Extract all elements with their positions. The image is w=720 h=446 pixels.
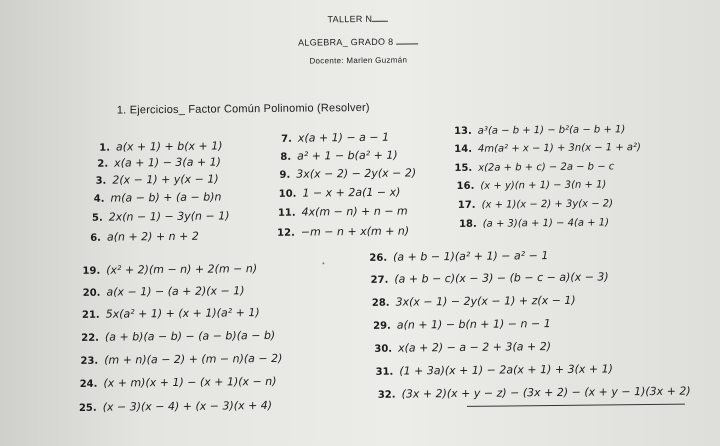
exercise-14: 14. 4m(a² + x − 1) + 3n(x − 1 + a²) — [454, 142, 641, 156]
handwritten-underline — [467, 404, 685, 407]
exercise-20: 20. a(x − 1) − (a + 2)(x − 1) — [82, 284, 245, 299]
exercise-2: 2. x(a + 1) − 3(a + 1) — [97, 155, 222, 170]
exercise-10: 10. 1 − x + 2a(1 − x) — [278, 185, 401, 200]
header-line-1: TALLER N — [0, 9, 718, 28]
exercise-9: 9. 3x(x − 2) − 2y(x − 2) — [279, 166, 417, 181]
exercise-12: 12. −m − n + x(m + n) — [277, 224, 410, 239]
exercise-23: 23. (m + n)(a − 2) + (m − n)(a − 2) — [80, 351, 283, 367]
exercise-3: 3. 2(x − 1) + y(x − 1) — [95, 172, 219, 187]
exercise-21: 21. 5x(a² + 1) + (x + 1)(a² + 1) — [81, 306, 260, 321]
exercise-29: 29. a(n + 1) − b(n + 1) − n − 1 — [373, 317, 551, 332]
exercise-16: 16. (x + y)(n + 1) − 3(n + 1) — [456, 179, 607, 192]
header-line-3: Docente: Marlen Guzmán — [309, 55, 408, 66]
exercise-28: 28. 3x(x − 1) − 2y(x − 1) + z(x − 1) — [371, 293, 576, 309]
exercise-15: 15. x(2a + b + c) − 2a − b − c — [454, 161, 615, 175]
exercise-5: 5. 2x(n − 1) − 3y(n − 1) — [91, 209, 230, 224]
exercise-4: 4. m(a − b) + (a − b)n — [93, 190, 222, 205]
exercise-25: 25. (x − 3)(x − 4) + (x − 3)(x + 4) — [78, 398, 273, 414]
exercise-31: 31. (1 + 3a)(x + 1) − 2a(x + 1) + 3(x + 1) — [375, 362, 613, 378]
exercise-26: 26. (a + b − 1)(a² + 1) − a² − 1 — [369, 249, 549, 264]
exercise-17: 17. (x + 1)(x − 2) + 3y(x − 2) — [457, 198, 614, 211]
header-line-2: ALGEBRA_ GRADO 8 — [0, 32, 718, 51]
exercise-11: 11. 4x(m − n) + n − m — [277, 204, 408, 219]
exercise-18: 18. (a + 3)(a + 1) − 4(a + 1) — [458, 217, 609, 230]
exercise-22: 22. (a + b)(a − b) − (a − b)(a − b) — [81, 328, 276, 344]
exercise-24: 24. (x + m)(x + 1) − (x + 1)(x − n) — [79, 374, 277, 390]
exercise-8: 8. a² + 1 − b(a² + 1) — [280, 148, 398, 163]
exercise-30: 30. x(a + 2) − a − 2 + 3(a + 2) — [374, 340, 552, 355]
exercise-6: 6. a(n + 2) + n + 2 — [90, 229, 199, 244]
paper-speck — [322, 262, 324, 264]
exercise-19: 19. (x² + 2)(m − n) + 2(m − n) — [82, 262, 258, 277]
exercise-1: 1. a(x + 1) + b(x + 1) — [99, 139, 223, 154]
section-title: 1. Ejercicios_ Factor Común Polinomio (Resolver) — [116, 101, 370, 117]
exercise-32: 32. (3x + 2)(x + y − z) − (3x + 2) − (x + y − 1)(3x + 2) — [377, 384, 691, 401]
exercise-27: 27. (a + b − c)(x − 3) − (b − c − a)(x − 3) — [370, 270, 609, 286]
exercise-13: 13. a³(a − b + 1) − b²(a − b + 1) — [454, 124, 626, 138]
exercise-7: 7. x(a + 1) − a − 1 — [281, 130, 390, 145]
